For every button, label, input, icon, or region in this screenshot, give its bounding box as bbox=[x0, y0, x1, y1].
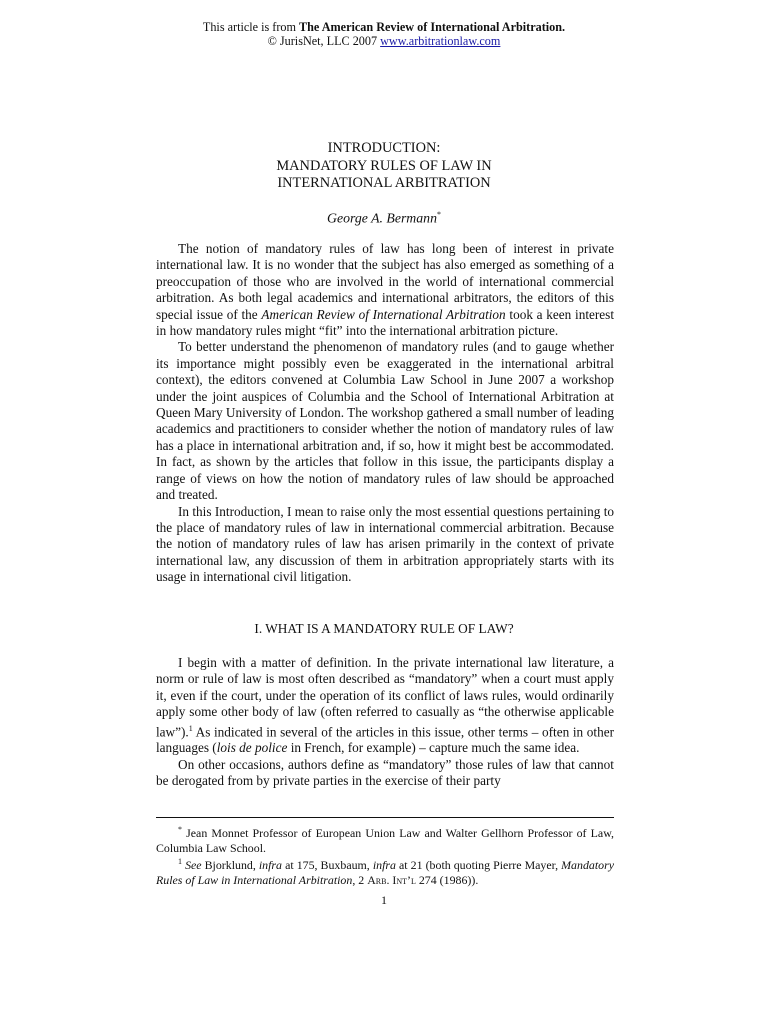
footnote-star-text: Jean Monnet Professor of European Union Law and Walter Gellhorn Professor of Law, Columbia Law School. bbox=[156, 825, 614, 855]
title-line-2: MANDATORY RULES OF LAW IN bbox=[276, 157, 492, 174]
footnote-1-mark: 1 bbox=[178, 857, 182, 867]
journal-title-italic: American Review of International Arbitration bbox=[261, 306, 506, 322]
footnote-1-text-e: 274 (1986)). bbox=[415, 872, 479, 887]
footnote-ref-1[interactable]: 1 bbox=[188, 723, 193, 733]
website-link[interactable]: www.arbitrationlaw.com bbox=[380, 34, 501, 48]
author-footnote-mark[interactable]: * bbox=[436, 210, 441, 219]
footnote-star-mark: * bbox=[178, 825, 182, 834]
cited-article-title: Mandatory Rules of Law in International Arbitration bbox=[156, 858, 614, 887]
infra-1: infra bbox=[258, 858, 283, 873]
title-line-3: INTERNATIONAL ARBITRATION bbox=[277, 175, 491, 191]
journal-abbrev: Arb. Int’l bbox=[367, 872, 416, 887]
paragraph-4-text-mid: As indicated in several of the articles in this issue, other terms – often in other languages ( bbox=[156, 724, 614, 756]
footnote-1-text-b: at 175, Buxbaum, bbox=[282, 858, 373, 873]
infra-2: infra bbox=[372, 858, 396, 873]
header-line-2 bbox=[0, 34, 768, 48]
header-prefix: This article is from bbox=[202, 20, 300, 34]
paragraph-5: On other occasions, authors define as “mandatory” those rules of law that cannot be derogated from by private parties in the exercise of their party bbox=[156, 756, 614, 789]
paragraph-4 bbox=[156, 655, 614, 757]
body-text-bottom bbox=[156, 655, 614, 790]
paragraph-2: To better understand the phenomenon of mandatory rules (and to gauge whether its importance might possibly even be exaggerated in the international arbitral context), the editors convened at Columbia Law School in June 2007 a workshop under the joint auspices of Columbia and the School of International Arbitration at Queen Mary University of London. The workshop gathered a small number of leading academics and practitioners to consider whether the notion of mandatory rules of law has a place in international arbitration and, if so, how it might best be accommodated. In fact, as shown by the articles that follow in this issue, the participants display a range of views on how the notion of mandatory rules of law should be approached and treated. bbox=[156, 339, 614, 503]
header-line-1 bbox=[0, 20, 768, 34]
see-signal: See bbox=[185, 858, 202, 873]
author-byline bbox=[0, 210, 768, 227]
page-number: 1 bbox=[381, 893, 387, 907]
body-text-top bbox=[156, 241, 614, 586]
paragraph-4-text: I begin with a matter of definition. In the private international law literature, a norm or rule of law is most often described as “mandatory” when a court must apply it, even if the court, under the operation of its conflict of laws rules, would ordinarily apply some other body of law (often referred to casually as “the otherwise applicable law”). bbox=[156, 655, 614, 740]
footnote-1-text-a: Bjorklund, bbox=[201, 858, 259, 873]
section-heading: I. WHAT IS A MANDATORY RULE OF LAW? bbox=[254, 621, 514, 636]
footnote-1-text-d: , 2 bbox=[352, 872, 368, 887]
footnote-1 bbox=[156, 855, 614, 887]
paragraph-1 bbox=[156, 241, 614, 339]
title-line-1: INTRODUCTION: bbox=[327, 140, 441, 156]
footnote-1-text-c: at 21 (both quoting Pierre Mayer, bbox=[395, 858, 562, 873]
journal-name: The American Review of International Arbitration. bbox=[299, 20, 566, 34]
footnote-star bbox=[156, 823, 614, 855]
paragraph-4-text-end: in French, for example) – capture much the same idea. bbox=[287, 740, 580, 756]
footnotes bbox=[156, 823, 614, 887]
paragraph-1-text: The notion of mandatory rules of law has long been of interest in private international law. It is no wonder that the subject has also emerged as something of a preoccupation of those who are involved in the world of international commercial arbitration. As both legal academics and international arbitrators, the editors of this special issue of the bbox=[156, 241, 614, 322]
paragraph-1-text-end: took a keen interest in how mandatory rules might “fit” into the international arbitration picture. bbox=[156, 306, 615, 339]
page-header bbox=[0, 20, 768, 48]
author-name: George A. Bermann bbox=[327, 210, 437, 226]
lois-de-police-italic: lois de police bbox=[216, 740, 288, 756]
footnote-divider bbox=[156, 817, 614, 818]
paragraph-3: In this Introduction, I mean to raise only the most essential questions pertaining to the place of mandatory rules of law in international commercial arbitration. Because the notion of mandatory rules of law has arisen primarily in the context of private international law, any discussion of them in arbitration appropriately starts with its usage in international civil litigation. bbox=[156, 503, 614, 585]
article-title bbox=[0, 140, 768, 193]
copyright-text: © JurisNet, LLC 2007 bbox=[267, 34, 381, 48]
